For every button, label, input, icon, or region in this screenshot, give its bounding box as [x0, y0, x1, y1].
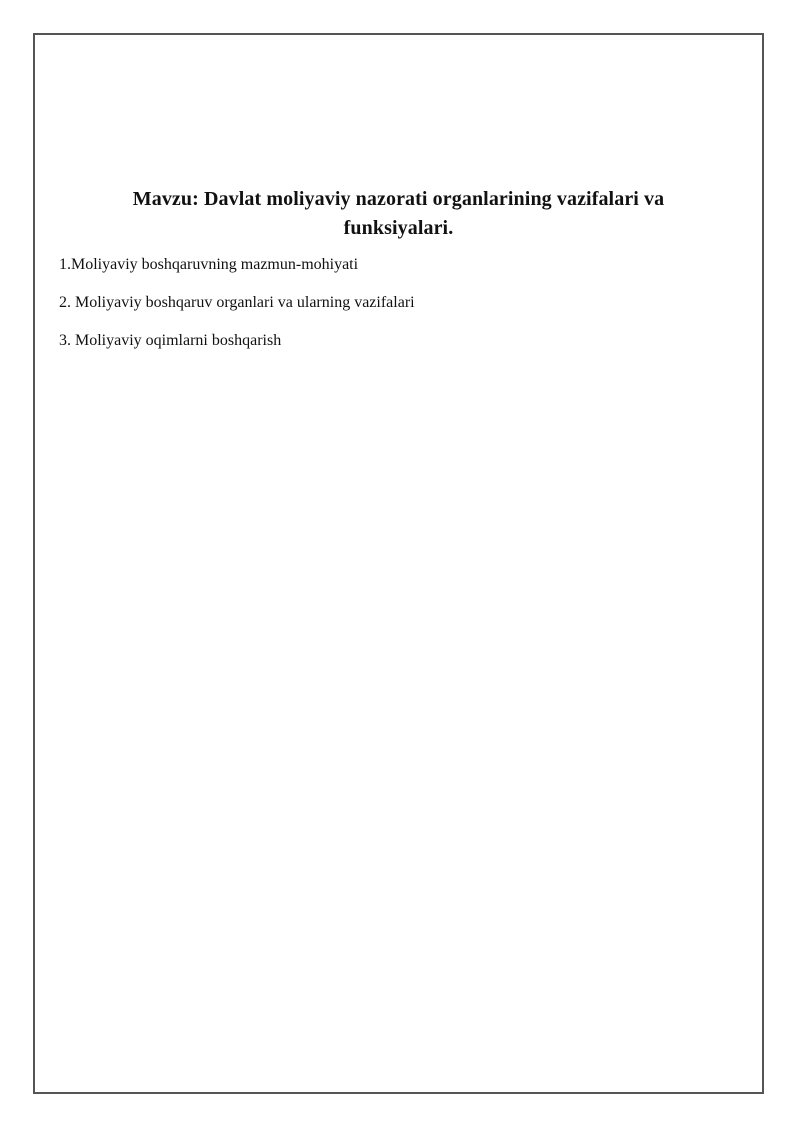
- document-title-line-1: Mavzu: Davlat moliyaviy nazorati organlarining vazifalari va: [132, 188, 665, 210]
- page-border-frame: [33, 33, 764, 1094]
- outline-item: 1.Moliyaviy boshqaruvning mazmun-mohiyati: [59, 256, 359, 273]
- document-title: [59, 185, 738, 243]
- outline-item: 3. Moliyaviy oqimlarni boshqarish: [59, 332, 282, 349]
- topic-outline-list: [59, 255, 415, 369]
- outline-item: 2. Moliyaviy boshqaruv organlari va ularning vazifalari: [59, 294, 415, 311]
- document-title-line-2: funksiyalari.: [343, 217, 454, 239]
